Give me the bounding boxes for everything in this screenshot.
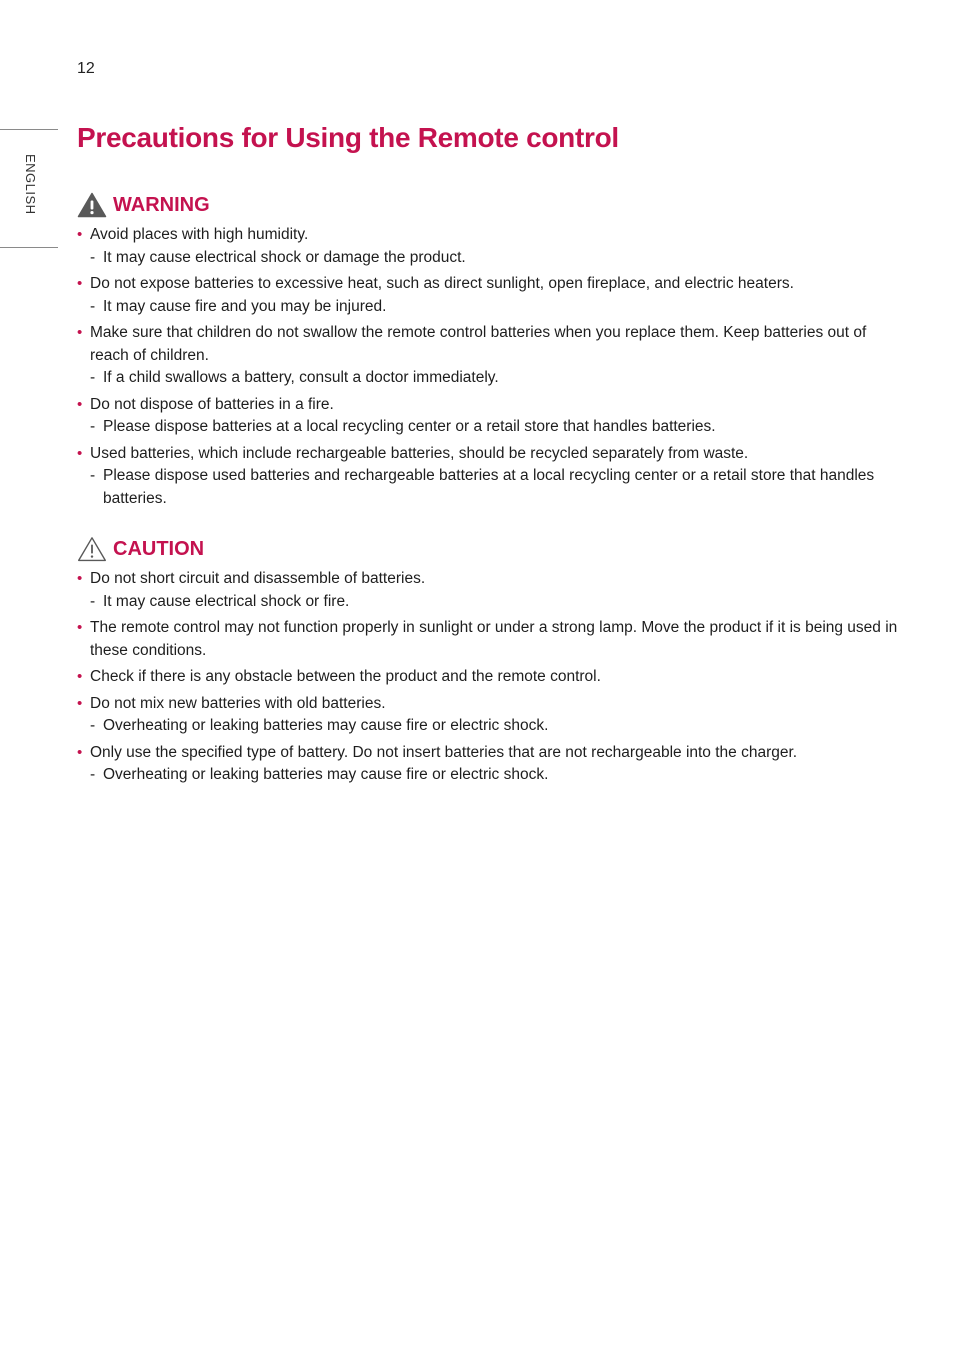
item-text: Only use the specified type of battery. Do not insert batteries that are not rechargeable into the charger. — [90, 743, 798, 761]
page-title: Precautions for Using the Remote control — [77, 122, 619, 153]
bullet-dot: • — [77, 743, 83, 761]
sub-item-text: Overheating or leaking batteries may cause fire or electric shock. — [103, 717, 549, 734]
bullet-dot: • — [77, 395, 83, 413]
sub-item: - It may cause fire and you may be injured. — [90, 297, 387, 315]
bullet-dot: • — [77, 694, 83, 712]
item-text: Used batteries, which include rechargeable batteries, should be recycled separately from waste. — [90, 444, 749, 462]
item-text: Check if there is any obstacle between the product and the remote control. — [90, 668, 601, 685]
warning-section — [77, 190, 907, 514]
sub-item-text: Please dispose batteries at a local recycling center or a retail store that handles batteries. — [103, 418, 716, 435]
sub-item: - Overheating or leaking batteries may cause fire or electric shock. — [90, 717, 549, 734]
warning-filled-triangle-icon — [77, 192, 107, 218]
sub-item-text: It may cause electrical shock or fire. — [103, 592, 350, 610]
item-text: Do not dispose of batteries in a fire. — [90, 395, 334, 413]
item-text: Do not short circuit and disassemble of batteries. — [90, 570, 426, 587]
list-item — [77, 394, 907, 439]
list-item — [77, 224, 907, 269]
sub-item-text: Overheating or leaking batteries may cause fire or electric shock. — [103, 766, 549, 783]
bullet-dot: • — [77, 275, 83, 292]
bullet-dot: • — [77, 444, 83, 462]
bullet-dot: • — [77, 226, 83, 243]
bullet-dot: • — [77, 570, 83, 587]
sub-item: - It may cause electrical shock or damage the product. — [90, 248, 466, 266]
sub-item: - If a child swallows a battery, consult a doctor immediately. — [90, 369, 499, 386]
warning-header — [77, 190, 907, 220]
list-item — [77, 568, 907, 613]
list-item — [77, 666, 907, 689]
sub-item: - Overheating or leaking batteries may cause fire or electric shock. — [90, 766, 549, 783]
caution-label: CAUTION — [113, 537, 205, 560]
list-item — [77, 443, 907, 511]
list-item — [77, 273, 907, 318]
caution-list — [77, 568, 907, 787]
bullet-dot: • — [77, 619, 83, 636]
list-item — [77, 693, 907, 738]
item-text: Avoid places with high humidity. — [90, 226, 309, 243]
warning-list — [77, 224, 907, 510]
language-side-tab — [0, 129, 58, 248]
caution-outline-triangle-icon — [77, 536, 107, 562]
item-text: Make sure that children do not swallow the remote control batteries when you replace them. Keep batteries out of reach of children. — [90, 324, 867, 364]
sub-item: - Please dispose used batteries and rechargeable batteries at a local recycling center or a retail store that handles batteries. — [90, 467, 875, 507]
item-text: Do not expose batteries to excessive heat, such as direct sunlight, open fireplace, and electric heaters. — [90, 275, 794, 292]
sub-item-text: Please dispose used batteries and rechargeable batteries at a local recycling center or a retail store that handles batteries. — [103, 467, 875, 507]
caution-section — [77, 534, 907, 791]
bullet-dot: • — [77, 668, 83, 685]
list-item — [77, 742, 907, 787]
sub-item-text: It may cause fire and you may be injured. — [103, 297, 387, 315]
list-item — [77, 617, 907, 662]
page-number: 12 — [77, 60, 95, 77]
sub-item: - Please dispose batteries at a local recycling center or a retail store that handles batteries. — [90, 418, 716, 435]
bullet-dot: • — [77, 324, 83, 341]
list-item — [77, 322, 907, 390]
caution-header — [77, 534, 907, 564]
sub-item: - It may cause electrical shock or fire. — [90, 592, 350, 610]
item-text: The remote control may not function properly in sunlight or under a strong lamp. Move the product if it is being used in these conditions. — [90, 619, 898, 659]
warning-label: WARNING — [113, 193, 210, 216]
sub-item-text: It may cause electrical shock or damage the product. — [103, 248, 466, 266]
sub-item-text: If a child swallows a battery, consult a doctor immediately. — [103, 369, 499, 386]
item-text: Do not mix new batteries with old batteries. — [90, 694, 386, 712]
language-label: ENGLISH — [23, 154, 38, 215]
